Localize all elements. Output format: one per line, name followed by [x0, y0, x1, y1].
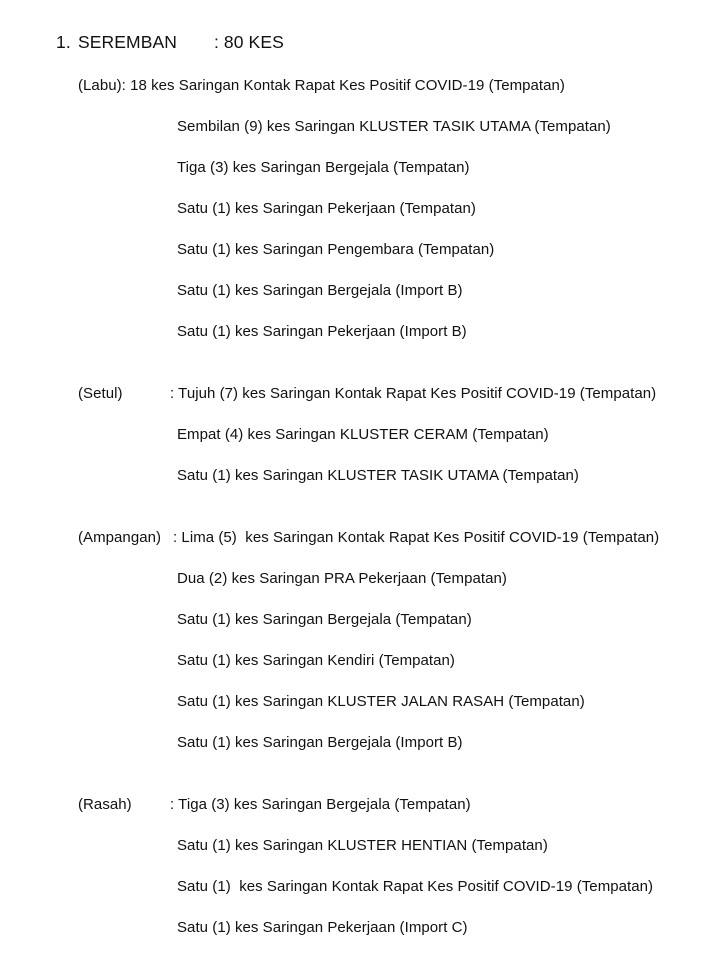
ampangan-first-item: : Lima (5) kes Saringan Kontak Rapat Kes Positif COVID-19 (Tempatan) — [173, 529, 660, 546]
labu-item: Sembilan (9) kes Saringan KLUSTER TASIK UTAMA (Tempatan) — [177, 118, 611, 135]
rasah-item: Satu (1) kes Saringan Pekerjaan (Import C) — [177, 919, 468, 936]
setul-item: Empat (4) kes Saringan KLUSTER CERAM (Tempatan) — [177, 426, 549, 443]
labu-item: Tiga (3) kes Saringan Bergejala (Tempatan) — [177, 159, 470, 176]
ampangan-item: Satu (1) kes Saringan Kendiri (Tempatan) — [177, 652, 455, 669]
heading-case-count: : 80 KES — [214, 32, 284, 52]
labu-item: Satu (1) kes Saringan Bergejala (Import B) — [177, 282, 463, 299]
rasah-label: (Rasah) — [78, 796, 132, 813]
heading-number: 1. — [56, 32, 71, 52]
labu-item: Satu (1) kes Saringan Pekerjaan (Tempatan) — [177, 200, 476, 217]
ampangan-item: Satu (1) kes Saringan Bergejala (Import B) — [177, 734, 463, 751]
setul-first-item: : Tujuh (7) kes Saringan Kontak Rapat Kes Positif COVID-19 (Tempatan) — [170, 385, 657, 402]
ampangan-item: Satu (1) kes Saringan Bergejala (Tempatan) — [177, 611, 472, 628]
ampangan-label: (Ampangan) — [78, 529, 162, 546]
ampangan-item: Satu (1) kes Saringan KLUSTER JALAN RASAH (Tempatan) — [177, 693, 585, 710]
heading-area: SEREMBAN — [78, 32, 178, 52]
labu-item: Satu (1) kes Saringan Pekerjaan (Import B) — [177, 323, 467, 340]
setul-item: Satu (1) kes Saringan KLUSTER TASIK UTAMA (Tempatan) — [177, 467, 579, 484]
rasah-item: Satu (1) kes Saringan KLUSTER HENTIAN (Tempatan) — [177, 837, 548, 854]
rasah-item: Satu (1) kes Saringan Kontak Rapat Kes Positif COVID-19 (Tempatan) — [177, 878, 654, 895]
rasah-first-item: : Tiga (3) kes Saringan Bergejala (Tempatan) — [170, 796, 471, 813]
setul-label: (Setul) — [78, 385, 123, 402]
labu-summary-line: (Labu): 18 kes Saringan Kontak Rapat Kes Positif COVID-19 (Tempatan) — [78, 77, 565, 94]
labu-item: Satu (1) kes Saringan Pengembara (Tempatan) — [177, 241, 495, 258]
ampangan-item: Dua (2) kes Saringan PRA Pekerjaan (Tempatan) — [177, 570, 507, 587]
